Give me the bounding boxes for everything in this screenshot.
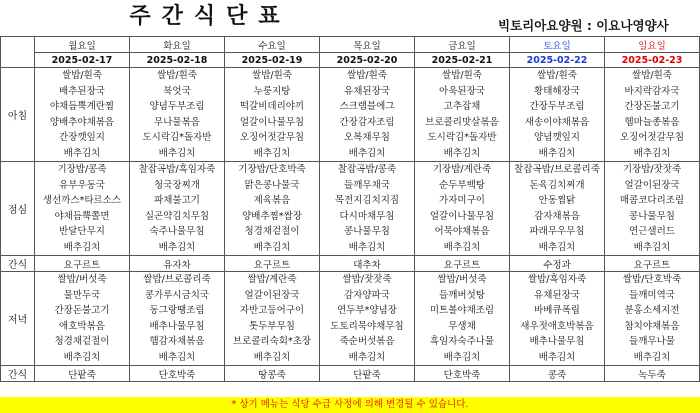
breakfast-cell [130,68,225,162]
menu-item: 배추김치 [253,147,291,159]
menu-item: 도시락김*돌자반 [427,132,497,143]
menu-item: 쌀밥/흰죽 [537,70,577,81]
breakfast-cell [320,68,415,162]
menu-item: 새우젓애호박볶음 [520,320,594,332]
day-name: 월요일 [35,37,130,53]
day-date: 2025-02-21 [415,53,510,68]
lunch-cell [225,162,320,256]
menu-table [0,36,700,382]
menu-item: 북엇국 [163,85,191,97]
menu-item: 배추나물무침 [149,320,205,332]
menu-item: 들깨무채국 [344,179,390,191]
menu-item: 바베큐폭립 [534,305,580,316]
dinner-cell [510,272,605,366]
menu-item: 다시마채무침 [339,210,395,222]
menu-item: 톳두부무침 [249,320,295,332]
dinner-cell [605,272,700,366]
menu-item: 들깨무나물 [629,336,675,347]
dinner-cell [130,272,225,366]
menu-item: 청경채겉절이 [54,336,110,347]
menu-item: 감자채볶음 [534,210,580,222]
menu-item: 야채듬뿍쫄면 [54,210,110,222]
menu-item: 쌀밥/흰죽 [252,70,292,81]
menu-item: 얼갈이나물무침 [429,210,495,222]
snack-cell: 단팥죽 [35,366,130,382]
dinner-row [1,272,700,366]
menu-item: 간장돈불고기 [54,305,110,316]
menu-item: 야채듬뿍계란찜 [49,101,115,112]
menu-item: 양배추찜*쌈장 [242,210,302,222]
menu-item: 브로콜리맛살볶음 [425,116,499,128]
menu-item: 배추김치 [158,351,196,363]
menu-item: 양념깻잎지 [534,132,580,143]
menu-item: 도토리묵야채무침 [330,320,404,332]
menu-item: 미트볼야채조림 [429,305,495,316]
day-date: 2025-02-20 [320,53,415,68]
menu-item: 애호박볶음 [59,320,105,332]
menu-item: 청경채겉절이 [244,226,300,237]
breakfast-label: 아침 [1,68,35,162]
menu-item: 쌀밥/흰죽 [157,70,197,81]
snack-cell: 단호박죽 [130,366,225,382]
breakfast-row [1,68,700,162]
menu-item: 맑은콩나물국 [244,179,300,191]
day-name: 금요일 [415,37,510,53]
menu-item: 제육볶음 [253,195,291,206]
menu-item: 가자미구이 [439,195,485,206]
menu-item: 오징어젓갈무침 [619,132,685,143]
menu-item: 간장두부조림 [529,101,585,112]
snack-cell: 땅콩죽 [225,366,320,382]
menu-item: 흑임자숙주나물 [429,336,495,347]
menu-item: 기장밥/계란죽 [432,164,492,175]
menu-item: 배추김치 [158,241,196,253]
snack-cell: 단팥죽 [320,366,415,382]
menu-item: 배추김치 [443,147,481,159]
day-name: 일요일 [605,37,700,53]
menu-item: 유채된장국 [534,289,580,301]
menu-item: 죽순버섯볶음 [339,336,395,347]
menu-item: 목전지김치지짐 [334,195,400,206]
day-name: 토요일 [510,37,605,53]
dinner-cell [35,272,130,366]
organization-label: 빅토리아요양원 : 이요나영양사 [498,18,669,33]
menu-item: 자반고등어구이 [239,305,305,316]
snack-cell: 요구르트 [225,256,320,272]
menu-item: 무나물볶음 [154,116,200,128]
lunch-cell [605,162,700,256]
dinner-cell [225,272,320,366]
menu-item: 청국장찌개 [154,179,200,191]
lunch-cell [130,162,225,256]
menu-item: 배추김치 [538,147,576,159]
dinner-label: 저녁 [1,272,35,366]
menu-item: 양배추야채볶음 [49,116,115,128]
menu-item: 분홍소세지전 [624,305,680,316]
menu-item: 콩가루시금치국 [144,289,210,301]
snack-cell: 요구르트 [35,256,130,272]
menu-item: 쌀밥/버섯죽 [57,274,107,285]
menu-item: 배추김치 [443,241,481,253]
menu-item: 간장감자조림 [339,116,395,128]
menu-item: 배추김치 [633,241,671,253]
breakfast-cell [35,68,130,162]
menu-item: 배추김치 [538,241,576,253]
menu-item: 돈육김치찌개 [529,179,585,191]
snack-cell: 요구르트 [605,256,700,272]
lunch-label: 점심 [1,162,35,256]
day-name: 수요일 [225,37,320,53]
menu-item: 브로콜리숙회*초장 [232,336,312,347]
menu-item: 스크램블에그 [339,101,395,112]
date-row [1,53,700,68]
snack-cell: 콩죽 [510,366,605,382]
lunch-cell [35,162,130,256]
menu-item: 배추김치 [443,351,481,363]
menu-item: 파래무우무침 [529,226,585,237]
day-date: 2025-02-17 [35,53,130,68]
menu-item: 연두부*양념장 [337,305,397,316]
menu-item: 감자양파국 [344,289,390,301]
menu-item: 배추김치 [253,351,291,363]
menu-item: 배추김치 [348,147,386,159]
menu-item: 반달단무지 [59,226,105,237]
footer-note: * 상기 메뉴는 식당 수급 사정에 의해 변경될 수 있습니다. [0,397,700,413]
menu-item: 쌀밥/브로콜리죽 [143,274,211,285]
menu-item: 떡갈비데리야끼 [239,101,305,112]
menu-item: 연근샐러드 [629,226,675,237]
menu-item: 양념두부조림 [149,101,205,112]
menu-item: 간장돈불고기 [624,101,680,112]
menu-item: 오징어젓갈무침 [239,132,305,143]
evening-snack-label: 간식 [1,366,35,382]
menu-item: 배추김치 [63,147,101,159]
menu-item: 배추김치 [158,147,196,159]
menu-item: 유채된장국 [344,85,390,97]
menu-item: 헴마늘종볶음 [624,116,680,128]
menu-item: 기장밥/잣잣죽 [622,164,682,175]
menu-item: 고추잡채 [443,101,481,112]
menu-item: 배추김치 [348,241,386,253]
lunch-cell [415,162,510,256]
lunch-row [1,162,700,256]
menu-item: 얼갈이나물무침 [239,116,305,128]
menu-item: 배추나물무침 [529,336,585,347]
menu-item: 쌀밥/흰죽 [632,70,672,81]
menu-item: 찰잡곡밥/흑임자죽 [138,164,216,175]
snack-cell: 단호박죽 [415,366,510,382]
menu-item: 안동찜닭 [538,195,576,206]
menu-item: 배추김치 [63,351,101,363]
menu-item: 새송이야채볶음 [524,116,590,128]
breakfast-cell [415,68,510,162]
breakfast-cell [510,68,605,162]
menu-item: 콩나물무침 [629,210,675,222]
menu-item: 숙주나물무침 [149,226,205,237]
day-name: 목요일 [320,37,415,53]
day-date: 2025-02-18 [130,53,225,68]
menu-item: 쌀밥/흰죽 [62,70,102,81]
afternoon-snack-row [1,256,700,272]
day-date: 2025-02-23 [605,53,700,68]
breakfast-cell [225,68,320,162]
menu-item: 쌀밥/잣잣죽 [342,274,392,285]
menu-item: 쌀밥/단호박죽 [622,274,682,285]
snack-cell: 대추차 [320,256,415,272]
menu-item: 배추김치 [348,351,386,363]
menu-item: 기장밥/콩죽 [57,164,107,175]
menu-item: 누룽지탕 [253,85,291,97]
snack-cell: 요구르트 [415,256,510,272]
menu-item: 동그랑땡조림 [149,305,205,316]
page-title: 주간식단표 [129,4,291,29]
menu-item: 매콤코다리조림 [619,195,685,206]
menu-item: 배추김치 [63,241,101,253]
menu-item: 도시락김*돌자반 [142,132,212,143]
menu-item: 배추된장국 [59,85,105,97]
menu-item: 물만두국 [63,289,101,301]
snack-cell: 유자차 [130,256,225,272]
breakfast-cell [605,68,700,162]
menu-item: 순두부백탕 [439,179,485,191]
menu-item: 오복채무침 [344,132,390,143]
snack-cell: 수정과 [510,256,605,272]
menu-item: 배추김치 [538,351,576,363]
menu-item: 실곤약김치무침 [144,210,210,222]
day-name: 화요일 [130,37,225,53]
menu-item: 황태해장국 [534,85,580,97]
menu-item: 배추김치 [633,351,671,363]
menu-item: 얼갈이된장국 [244,289,300,301]
menu-item: 햄감자채볶음 [149,336,205,347]
menu-item: 쌀밥/계란죽 [247,274,297,285]
menu-item: 바지락감자국 [624,85,680,97]
menu-item: 유부우동국 [59,179,105,191]
menu-item: 들깨버섯탕 [439,289,485,301]
afternoon-snack-label: 간식 [1,256,35,272]
menu-item: 배추김치 [633,147,671,159]
menu-item: 얼갈이된장국 [624,179,680,191]
lunch-cell [320,162,415,256]
menu-item: 쌀밥/흰죽 [347,70,387,81]
dinner-cell [320,272,415,366]
menu-item: 쌀밥/흑임자죽 [527,274,587,285]
dinner-cell [415,272,510,366]
menu-item: 파채불고기 [154,195,200,206]
menu-item: 생선까스*타르소스 [42,195,122,206]
day-header-row [1,37,700,53]
menu-item: 찰잡곡밥/브로콜리죽 [514,164,600,175]
day-date: 2025-02-19 [225,53,320,68]
evening-snack-row [1,366,700,382]
menu-item: 배추김치 [253,241,291,253]
menu-item: 참치야채볶음 [624,320,680,332]
menu-item: 기장밥/단호박죽 [238,164,306,175]
menu-item: 아욱된장국 [439,85,485,97]
menu-item: 간장깻잎지 [59,132,105,143]
menu-item: 쌀밥/버섯죽 [437,274,487,285]
menu-item: 들깨미역국 [629,289,675,301]
menu-item: 어묵야채볶음 [434,226,490,237]
menu-item: 찰잡곡밥/콩죽 [337,164,397,175]
corner-cell [1,37,35,68]
menu-item: 쌀밥/흰죽 [442,70,482,81]
menu-item: 콩나물무침 [344,226,390,237]
day-date: 2025-02-22 [510,53,605,68]
lunch-cell [510,162,605,256]
menu-item: 무생채 [448,320,476,332]
snack-cell: 녹두죽 [605,366,700,382]
